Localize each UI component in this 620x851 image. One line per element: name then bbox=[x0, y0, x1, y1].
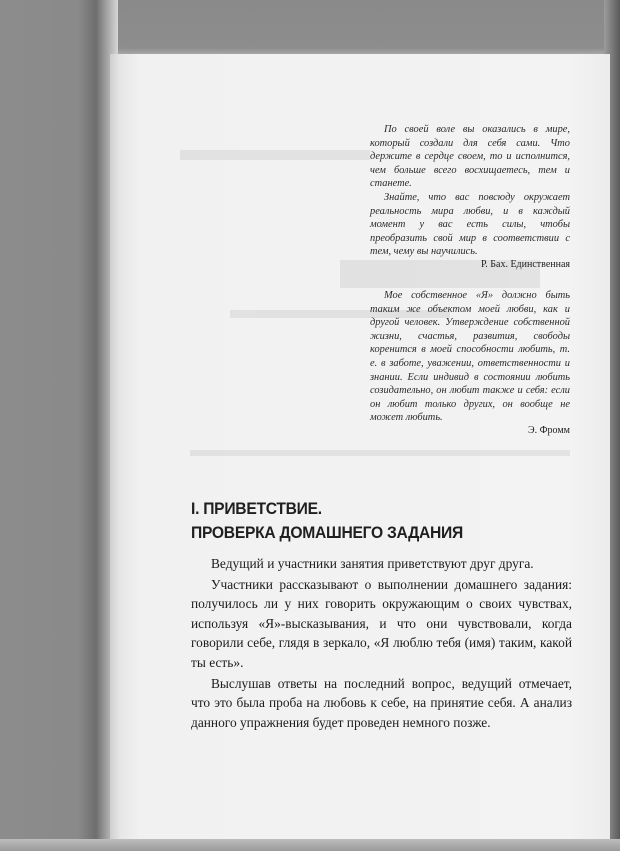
epigraph-bach-paragraph-1: По своей воле вы оказались в мире, который создали для себя сами. Что держите в сердце своем, то и исполнится, чем больше всего восхищаетесь, тем и станете. bbox=[370, 124, 570, 190]
epigraph-fromm bbox=[370, 289, 570, 425]
epigraph-fromm-author: Э. Фромм bbox=[528, 425, 570, 436]
scan-background-left bbox=[0, 0, 118, 851]
epigraph-bach bbox=[370, 123, 570, 259]
body-paragraph-1: Ведущий и участники занятия приветствуют друг друга. bbox=[211, 556, 534, 571]
section-heading-line-2: ПРОВЕРКА ДОМАШНЕГО ЗАДАНИЯ bbox=[191, 523, 463, 542]
section-heading-line-1: I. ПРИВЕТСТВИЕ. bbox=[191, 499, 322, 518]
body-paragraph-2: Участники рассказывают о выполнении домашнего задания: получилось ли у них говорить окружающим о своих чувствах, используя «Я»-высказывания, и что они чувствовали, когда говорили себе, глядя в зеркало, «Я люблю тебя (имя) таким, какой ты есть». bbox=[191, 576, 572, 670]
section-heading bbox=[191, 497, 550, 545]
scan-background-bottom bbox=[0, 839, 620, 851]
epigraph-bach-author: Р. Бах. Единственная bbox=[480, 259, 570, 270]
epigraph-fromm-paragraph: Мое собственное «Я» должно быть таким же объектом моей любви, как и другой человек. Утверждение собственной жизни, счастья, развития, свободы коренится в моей способности любить, т. е. в заботе, уважении, ответственности и знании. Если индивид в состоянии любить созидательно, он любит также и себя: если он любит только других, он вообще не может любить. bbox=[370, 290, 570, 424]
epigraph-bach-paragraph-2: Знайте, что вас повсюду окружает реальность мира любви, и в каждый момент у вас есть силы, чтобы преобразить свой мир в соответствии с тем, чему вы научились. bbox=[370, 191, 570, 258]
body-paragraph-3: Выслушав ответы на последний вопрос, ведущий отмечает, что это была проба на любовь к себе, на принятие себя. А анализ данного упражнения будет проведен немного позже. bbox=[191, 675, 572, 730]
section-body bbox=[191, 554, 572, 733]
